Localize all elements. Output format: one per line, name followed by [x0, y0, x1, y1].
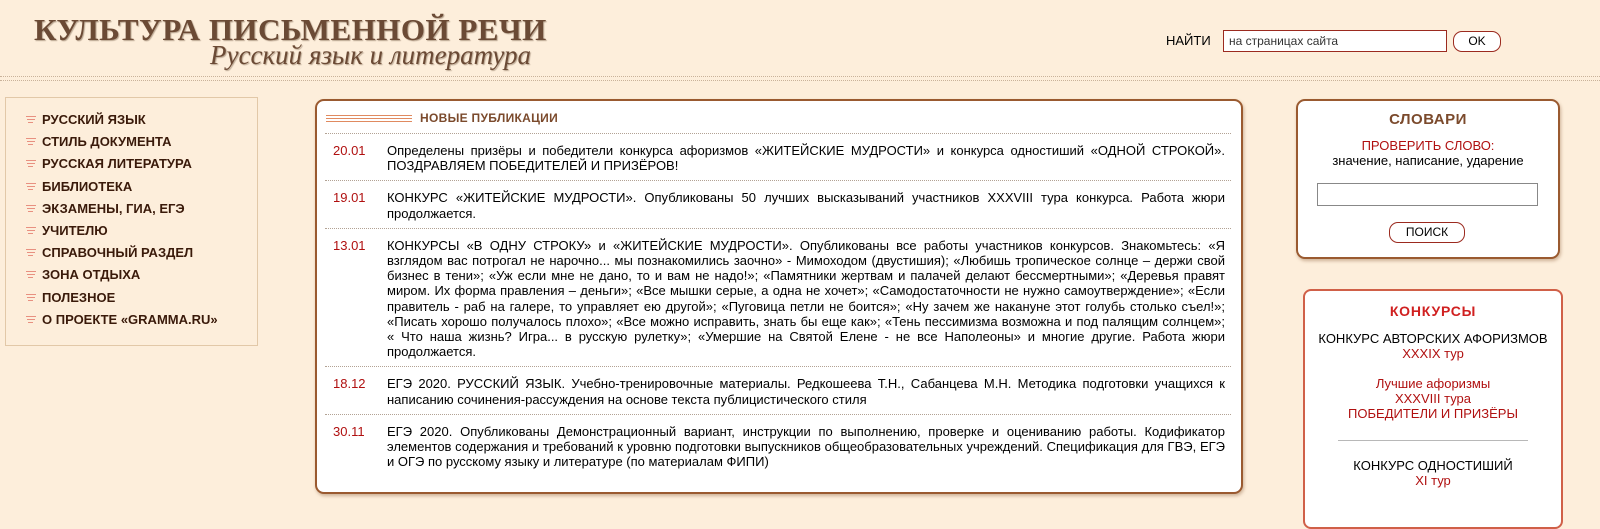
oneliners-contest-tour[interactable]: XI тур [1415, 473, 1451, 488]
best-aphorisms-line: Лучшие афоризмы [1375, 376, 1491, 391]
oneliners-contest-link[interactable]: КОНКУРС ОДНОСТИШИЙ [1353, 458, 1513, 473]
news-link[interactable]: Определены призёры и победители конкурса афоризмов «ЖИТЕЙСКИЕ МУДРОСТИ» и конкурса одностиший «ОДНОЙ СТРОКОЙ». ПОЗДРАВЛЯЕМ ПОБЕДИТЕЛЕЙ И ПРИЗЁРОВ! [387, 143, 1225, 174]
news-item [325, 180, 1231, 227]
check-word-description: значение, написание, ударение [1332, 153, 1524, 168]
news-list [325, 133, 1231, 476]
sidebar-item-label: ПОЛЕЗНОЕ [42, 289, 116, 305]
sidebar-nav [5, 97, 258, 346]
menu-bullet-icon [26, 249, 36, 257]
news-link[interactable]: ЕГЭ 2020. Опубликованы Демонстрационный вариант, инструкции по выполнению, проверке и оцениванию работы. Кодификатор элементов содержания и требований к уровню подготовки выпускников общеобразовательных учреждений. Спецификация для ГВЭ, ЕГЭ и ОГЭ по русскому языку и литературе (по материалам ФИПИ) [387, 423, 1225, 470]
news-item [325, 133, 1231, 180]
news-link[interactable]: КОНКУРСЫ «В ОДНУ СТРОКУ» и «ЖИТЕЙСКИЕ МУДРОСТИ». Опубликованы все работы участников конкурсов. Знакомьтесь: «Я взглядом вас потрогал не нарочно... мы познакомились заочно» - Мимоходом (двустишия); «Любишь тропическое солнце – держи свой бизнес в тени»; «Уж если мне не дано, то и вам не надо!»; «Памятники жертвам и палачей делают бессмертными»; «Деревья правят миром. Их форма правления – деньги»; «Все мышки серые, а одна не хочет»; «Самодостаточности не нужно самоутверждение»; «Если правитель - раб на галере, то управляет ею другой»; «Пуговица петли не боится»; «Ну зачем же накануне этот голубь столько съел!»; «Писать хорошо получалось плохо»; «Все можно исправить, знать бы еще как»; «Тень пессимизма возможна и под палящим солнцем»; « Что наша жизнь? Игра... в русскую рулетку»; «Умершие на Святой Елене - не все Наполеоны» и многие другие. Работа жюри продолжается. [387, 237, 1225, 360]
dictionary-title: СЛОВАРИ [1389, 111, 1467, 128]
news-date: 19.01 [333, 190, 366, 206]
sidebar-item-library[interactable] [6, 176, 257, 198]
news-date: 13.01 [333, 237, 366, 253]
contests-title: КОНКУРСЫ [1389, 303, 1477, 319]
news-panel [315, 99, 1243, 494]
menu-bullet-icon [26, 227, 36, 235]
sidebar-item-label: РУССКИЙ ЯЗЫК [42, 112, 146, 127]
sidebar-item-label: СПРАВОЧНЫЙ РАЗДЕЛ [42, 245, 194, 261]
sidebar-item-russian-language[interactable] [6, 109, 257, 131]
news-date: 18.12 [333, 376, 366, 392]
aphorisms-contest-link[interactable]: КОНКУРС АВТОРСКИХ АФОРИЗМОВ [1318, 331, 1548, 346]
check-word-label: ПРОВЕРИТЬ СЛОВО: [1361, 138, 1495, 153]
menu-bullet-icon [26, 116, 36, 124]
dictionary-search-input[interactable] [1317, 183, 1538, 206]
contests-divider [1338, 440, 1528, 441]
news-item [325, 228, 1231, 367]
aphorisms-contest-tour[interactable]: XXXIX тур [1402, 346, 1464, 361]
news-date: 20.01 [333, 143, 366, 158]
contests-panel [1303, 289, 1563, 529]
menu-bullet-icon [26, 138, 36, 146]
header-divider [0, 76, 1600, 81]
best-aphorisms-winners: ПОБЕДИТЕЛИ И ПРИЗЁРЫ [1348, 406, 1518, 421]
sidebar-item-about[interactable] [6, 309, 257, 331]
sidebar-item-label: ЭКЗАМЕНЫ, ГИА, ЕГЭ [42, 200, 185, 216]
sidebar-item-label: УЧИТЕЛЮ [42, 222, 108, 238]
menu-bullet-icon [26, 316, 36, 324]
dictionary-panel [1296, 99, 1560, 259]
news-link[interactable]: КОНКУРС «ЖИТЕЙСКИЕ МУДРОСТИ». Опубликованы 50 лучших высказываний участников XXXVIII тура конкурса. Работа жюри продолжается. [387, 190, 1225, 221]
menu-bullet-icon [26, 271, 36, 279]
dictionary-search-button[interactable]: ПОИСК [1389, 222, 1465, 243]
sidebar-item-label: О ПРОЕКТЕ «GRAMMA.RU» [42, 311, 218, 327]
best-aphorisms-link[interactable] [1305, 376, 1561, 421]
sidebar-item-label: БИБЛИОТЕКА [42, 178, 133, 194]
sidebar-item-exams[interactable] [6, 198, 257, 220]
sidebar-item-teacher[interactable] [6, 220, 257, 242]
sidebar-item-leisure[interactable] [6, 264, 257, 286]
menu-bullet-icon [26, 183, 36, 191]
search-ok-button[interactable]: OK [1453, 31, 1501, 52]
menu-bullet-icon [26, 205, 36, 213]
news-item [325, 414, 1231, 477]
news-date: 30.11 [333, 423, 365, 439]
sidebar-item-reference[interactable] [6, 242, 257, 264]
sidebar-item-russian-literature[interactable] [6, 153, 257, 175]
best-aphorisms-tour: XXXVIII тура [1394, 391, 1472, 406]
sidebar-item-document-style[interactable] [6, 131, 257, 153]
stripes-icon [326, 115, 412, 124]
sidebar-item-label: СТИЛЬ ДОКУМЕНТА [42, 134, 172, 150]
news-item [325, 366, 1231, 413]
site-title[interactable]: КУЛЬТУРА ПИСЬМЕННОЙ РЕЧИ [34, 12, 547, 47]
search-label: НАЙТИ [1166, 33, 1211, 48]
news-panel-title: НОВЫЕ ПУБЛИКАЦИИ [420, 111, 559, 125]
sidebar-item-label: ЗОНА ОТДЫХА [42, 267, 141, 283]
site-search-input[interactable] [1223, 30, 1447, 52]
menu-bullet-icon [26, 294, 36, 302]
news-link[interactable]: ЕГЭ 2020. РУССКИЙ ЯЗЫК. Учебно-тренировочные материалы. Редкошеева Т.Н., Сабанцева М.Н. Методика подготовки учащихся к написанию сочинения-рассуждения на основе текста публицистического стиля [387, 376, 1225, 407]
site-subtitle: Русский язык и литература [210, 40, 532, 70]
sidebar-item-useful[interactable] [6, 287, 257, 309]
site-header [0, 0, 1600, 78]
menu-bullet-icon [26, 160, 36, 168]
sidebar-item-label: РУССКАЯ ЛИТЕРАТУРА [42, 156, 192, 172]
